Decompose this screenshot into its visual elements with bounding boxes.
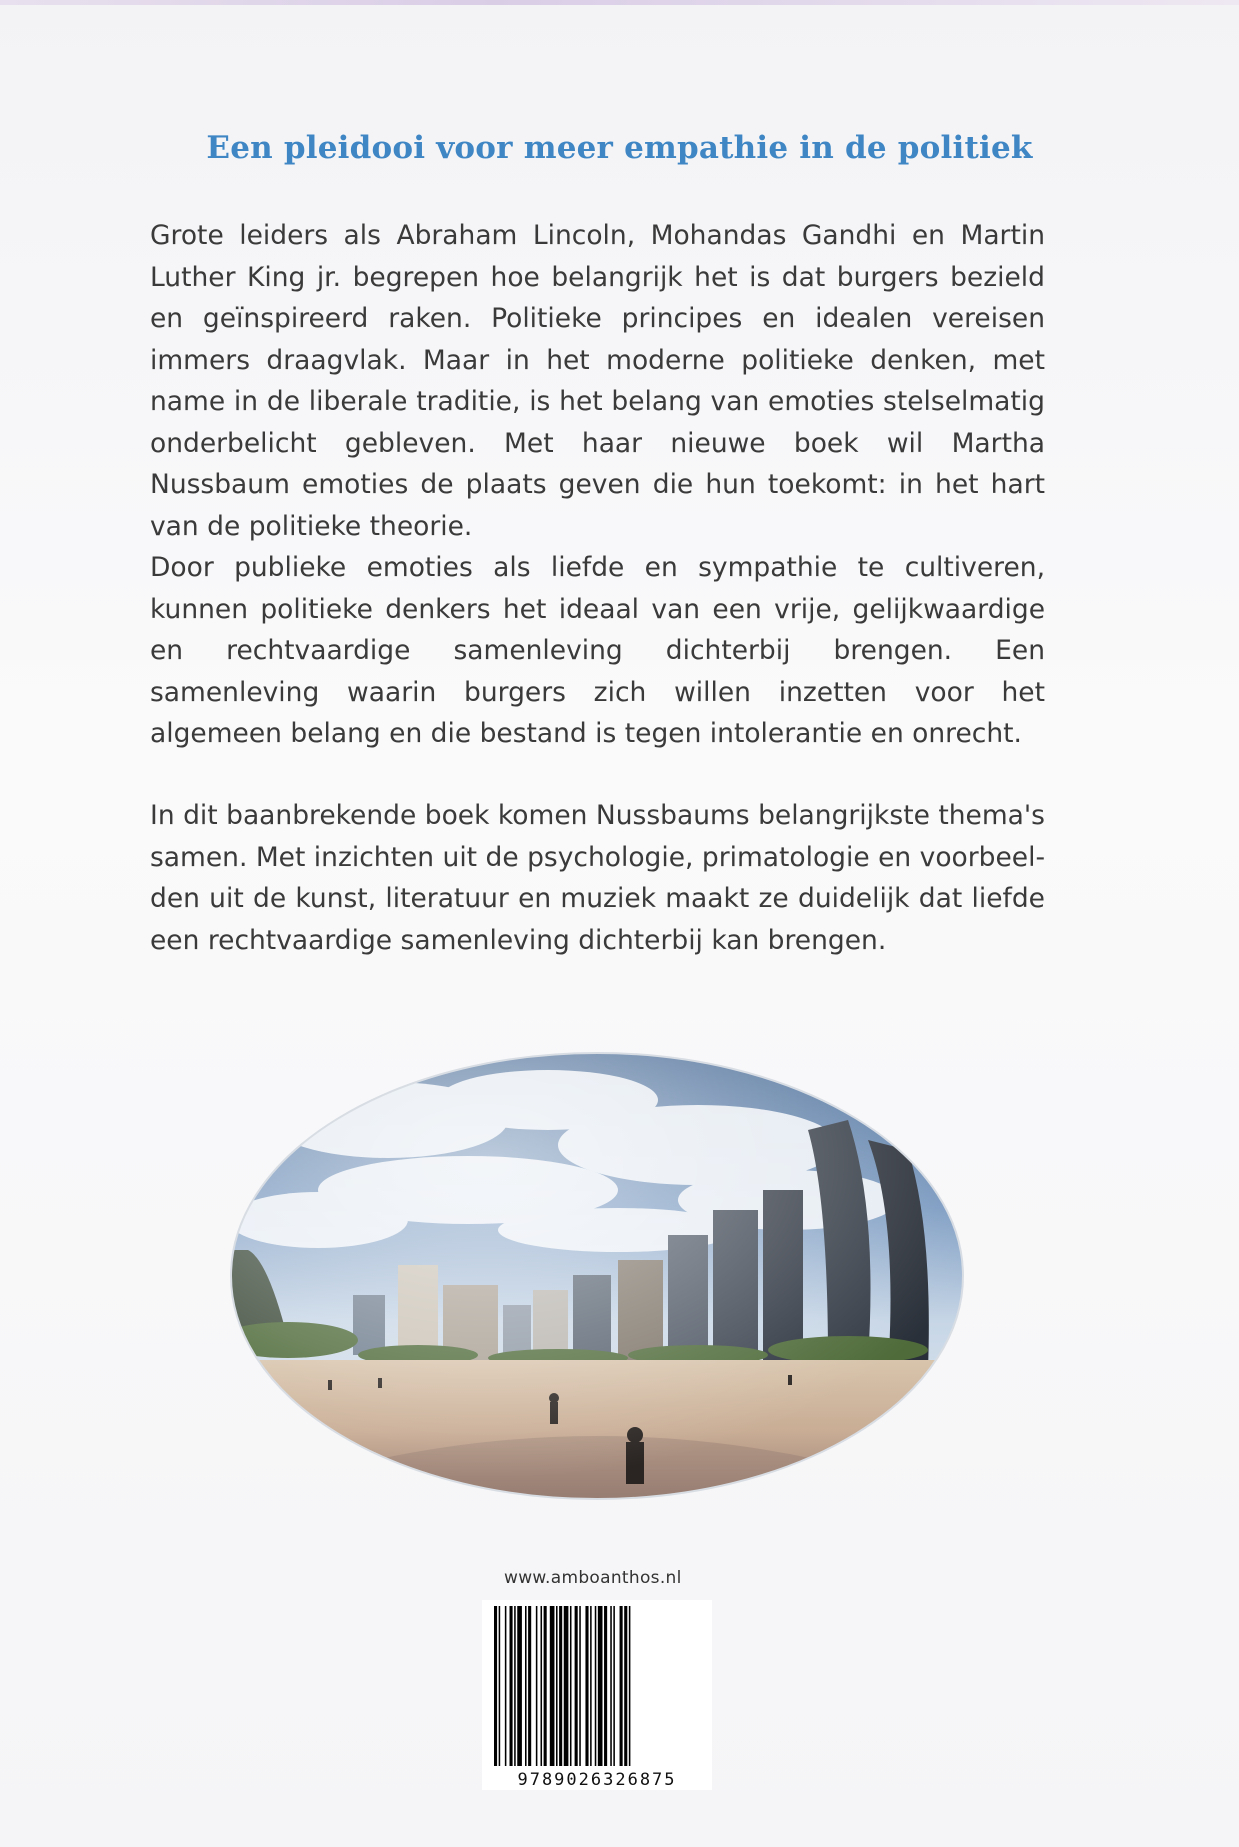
barcode-bar bbox=[505, 1606, 507, 1766]
barcode-bar bbox=[590, 1606, 592, 1766]
barcode-bar bbox=[536, 1606, 538, 1766]
barcode-bar bbox=[570, 1606, 572, 1766]
cover-headline: Een pleidooi voor meer empathie in de politiek bbox=[206, 130, 1033, 166]
barcode-bar bbox=[604, 1606, 607, 1766]
cover-top-edge bbox=[0, 0, 1239, 5]
barcode-bar bbox=[499, 1606, 501, 1766]
barcode-bar bbox=[624, 1606, 627, 1766]
barcode-bar bbox=[541, 1606, 543, 1766]
barcode-bar bbox=[613, 1606, 615, 1766]
barcode-bar bbox=[610, 1606, 612, 1766]
cloud-gate-reflection-photo bbox=[228, 1050, 966, 1502]
blurb-paragraph-2: Door publieke emoties als liefde en sympathie te cultiveren, kunnen politieke denkers het ideaal van een vrije, gelijkwaardige en rechtvaardige samenleving dichterbij brengen. Een samenleving waarin burgers zich willen inzetten voor het algemeen belang en die bestand is tegen intolerantie en onrecht. bbox=[150, 552, 1045, 749]
blurb-paragraph-3: In dit baanbrekende boek komen Nussbaums belangrijkste thema's samen. Met inzichten uit de psychologie, primatologie en voorbeelden uit de kunst, literatuur en muziek maakt ze duidelijk dat liefde een rechtvaardige samenleving dichterbij kan brengen. bbox=[150, 800, 1045, 956]
barcode-bar bbox=[544, 1606, 547, 1766]
barcode-bar bbox=[564, 1606, 569, 1766]
barcode-bar bbox=[514, 1606, 516, 1766]
barcode-bar bbox=[629, 1606, 631, 1766]
barcode-bar bbox=[585, 1606, 588, 1766]
publisher-website: www.amboanthos.nl bbox=[504, 1568, 682, 1588]
isbn-number: 9789026326875 bbox=[482, 1770, 712, 1790]
barcode-bar bbox=[620, 1606, 623, 1766]
barcode-bar bbox=[559, 1606, 562, 1766]
barcode-bar bbox=[525, 1606, 527, 1766]
barcode-bar bbox=[528, 1606, 531, 1766]
barcode-bar bbox=[550, 1606, 555, 1766]
barcode-bar bbox=[510, 1606, 513, 1766]
barcode-bar bbox=[556, 1606, 558, 1766]
isbn-barcode bbox=[482, 1600, 712, 1785]
barcode-bar bbox=[575, 1606, 578, 1766]
blurb-paragraph-1: Grote leiders als Abraham Lincoln, Mohandas Gandhi en Martin Luther King jr. begrepen hoe belangrijk het is dat burgers bezield en geïnspireerd raken. Politieke principes en idealen vereisen immers draagvlak. Maar in het moderne politieke denken, met name in de liberale traditie, is het belang van emoties stelselmatig onderbelicht gebleven. Met haar nieuwe boek wil Martha Nussbaum emoties de plaats geven die hun toekomt: in het hart van de politieke theorie. bbox=[150, 220, 1045, 542]
barcode-bar bbox=[598, 1606, 603, 1766]
barcode-bar bbox=[517, 1606, 522, 1766]
barcode-bar bbox=[494, 1606, 497, 1766]
barcode-bar bbox=[579, 1606, 581, 1766]
barcode-bar bbox=[595, 1606, 597, 1766]
